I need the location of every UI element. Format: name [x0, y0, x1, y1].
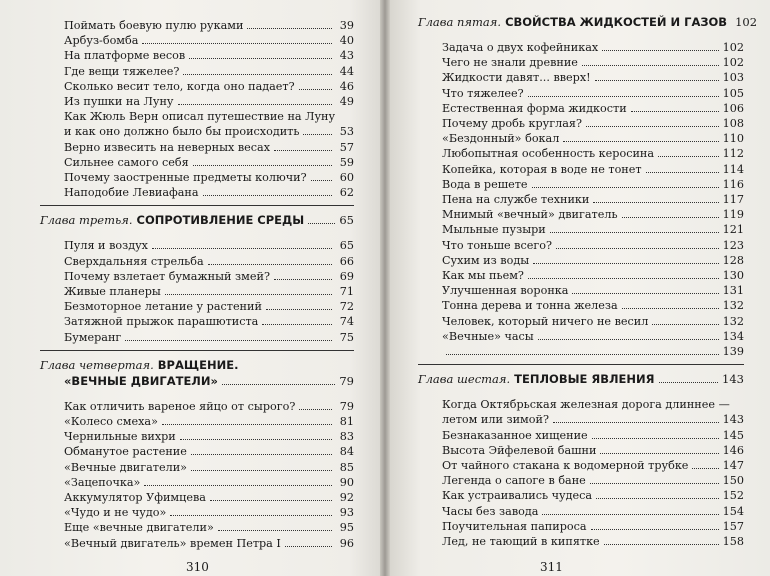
dot-leader — [658, 156, 719, 157]
toc-entry — [40, 269, 354, 284]
dot-leader — [189, 58, 332, 59]
dot-leader — [602, 50, 718, 51]
entry-title: «Вечные» часы — [442, 329, 534, 343]
entry-title: Как отличить вареное яйцо от сырого? — [64, 399, 296, 413]
chapter-page: 143 — [722, 372, 744, 387]
entry-title: Копейка, которая в воде не тонет — [442, 162, 642, 176]
entry-title: Часы без завода — [442, 504, 539, 518]
dot-leader — [152, 248, 332, 249]
toc-entry — [418, 283, 744, 298]
dot-leader — [582, 65, 719, 66]
entry-title: Из пушки на Луну — [64, 95, 174, 109]
entry-title: Как устраивались чудеса — [442, 489, 593, 503]
toc-entry — [40, 314, 354, 329]
entry-page: 145 — [722, 428, 744, 442]
dot-leader — [144, 485, 332, 486]
toc-entry — [40, 299, 354, 314]
entry-title: Арбуз-бомба — [64, 34, 139, 48]
entry-title: Когда Октябрьская железная дорога длиннее — — [442, 398, 730, 412]
entry-page: 150 — [722, 474, 744, 488]
entry-title: Любопытная особенность керосина — [442, 147, 655, 161]
entry-page: 81 — [339, 415, 354, 429]
dot-leader — [590, 483, 719, 484]
toc-entry — [418, 162, 744, 177]
toc-entry — [418, 222, 744, 237]
divider — [40, 205, 354, 206]
chapter-title: ВРАЩЕНИЕ. — [157, 357, 239, 372]
entry-page: 123 — [722, 238, 744, 252]
left-group-3 — [40, 399, 354, 551]
toc-entry — [40, 399, 354, 414]
entry-page: 72 — [339, 300, 354, 314]
toc-entry — [418, 534, 744, 549]
entry-page: 158 — [722, 535, 744, 549]
dot-leader — [210, 500, 332, 501]
toc-entry — [418, 253, 744, 268]
entry-page: 143 — [722, 413, 744, 427]
toc-entry — [40, 254, 354, 269]
entry-title: Задача о двух кофейниках — [442, 41, 599, 54]
chapter-3-heading — [40, 212, 354, 228]
dot-leader — [311, 180, 332, 181]
entry-title: Почему дробь круглая? — [442, 117, 582, 131]
toc-entry — [418, 70, 744, 85]
chapter-title: ТЕПЛОВЫЕ ЯВЛЕНИЯ — [514, 372, 655, 387]
entry-title: Легенда о сапоге в бане — [442, 474, 586, 488]
dot-leader — [180, 439, 332, 440]
entry-title: Человек, который ничего не весил — [442, 314, 649, 328]
toc-entry — [40, 33, 354, 48]
chapter-4-heading-line2 — [40, 373, 354, 389]
entry-page: 95 — [339, 521, 354, 535]
entry-title: Естественная форма жидкости — [442, 101, 627, 115]
right-group-1 — [418, 40, 744, 359]
dot-leader — [556, 248, 719, 249]
dot-leader — [631, 111, 719, 112]
toc-entry — [40, 170, 354, 185]
entry-page: 132 — [722, 314, 744, 328]
entry-page: 79 — [339, 399, 354, 413]
entry-title: «Зацепочка» — [64, 475, 141, 489]
entry-page: 43 — [339, 49, 354, 63]
toc-entry — [40, 460, 354, 475]
entry-title: Сверхдальняя стрельба — [64, 254, 204, 268]
entry-page: 114 — [722, 162, 744, 176]
entry-title: «Колесо смеха» — [64, 415, 158, 429]
toc-entry — [418, 412, 744, 427]
entry-page: 92 — [339, 491, 354, 505]
chapter-label: Глава пятая. — [418, 15, 502, 29]
entry-page: 74 — [339, 315, 354, 329]
entry-page: 90 — [339, 475, 354, 489]
toc-entry — [40, 490, 354, 505]
dot-leader — [586, 126, 719, 127]
dot-leader — [178, 104, 333, 105]
entry-page: 105 — [722, 86, 744, 100]
dot-leader — [183, 74, 332, 75]
entry-title: Сухим из воды — [442, 253, 530, 267]
dot-leader — [592, 438, 719, 439]
toc-entry — [40, 330, 354, 345]
toc-entry — [40, 94, 354, 109]
entry-title: Чего не знали древние — [442, 56, 578, 70]
left-group-2 — [40, 238, 354, 344]
entry-page: 146 — [722, 443, 744, 457]
entry-page: 157 — [722, 519, 744, 533]
chapter-5-heading — [418, 14, 758, 30]
chapter-page: 65 — [339, 213, 354, 228]
dot-leader — [542, 514, 718, 515]
book-gutter — [380, 0, 390, 576]
entry-page: 128 — [722, 253, 744, 267]
right-group-2 — [418, 397, 744, 549]
dot-leader — [646, 172, 719, 173]
dot-leader — [218, 530, 332, 531]
entry-page: 75 — [339, 330, 354, 344]
toc-entry — [40, 505, 354, 520]
entry-title: Как мы пьем? — [442, 269, 524, 283]
dot-leader — [652, 324, 718, 325]
entry-title: Затяжной прыжок парашютиста — [64, 315, 259, 329]
entry-title: летом или зимой? — [442, 413, 549, 427]
dot-leader — [299, 89, 332, 90]
entry-title: Что тяжелее? — [442, 86, 524, 100]
toc-entry — [418, 519, 744, 534]
chapter-title-line2: «ВЕЧНЫЕ ДВИГАТЕЛИ» — [64, 373, 218, 388]
entry-title: Бумеранг — [64, 330, 122, 344]
toc-entry — [40, 185, 354, 200]
chapter-label: Глава третья. — [40, 213, 133, 228]
entry-title: Живые планеры — [64, 285, 161, 299]
entry-title: Сколько весит тело, когда оно падает? — [64, 79, 295, 93]
entry-title: Жидкости давят... вверх! — [442, 71, 591, 85]
dot-leader — [528, 96, 719, 97]
toc-entry — [418, 298, 744, 313]
dot-leader — [303, 134, 332, 135]
entry-title: «Чудо и не чудо» — [64, 506, 167, 520]
toc-entry — [418, 504, 744, 519]
entry-page: 39 — [339, 19, 354, 32]
page-number: 310 — [186, 560, 209, 574]
entry-page: 46 — [339, 79, 354, 93]
toc-entry — [40, 155, 354, 170]
entry-title: Чернильные вихри — [64, 430, 176, 444]
entry-page: 132 — [722, 299, 744, 313]
entry-page: 134 — [722, 329, 744, 343]
entry-title: Почему заостренные предметы колючи? — [64, 171, 307, 185]
chapter-label: Глава четвертая. — [40, 357, 154, 372]
entry-title: Лед, не тающий в кипятке — [442, 535, 600, 549]
entry-page: 102 — [722, 56, 744, 70]
entry-title: «Вечные двигатели» — [64, 460, 188, 474]
entry-page: 117 — [722, 193, 744, 207]
chapter-label: Глава шестая. — [418, 372, 511, 387]
entry-page: 40 — [339, 34, 354, 48]
toc-entry — [418, 131, 744, 146]
toc-entry — [418, 268, 744, 283]
toc-entry — [418, 488, 744, 503]
toc-entry — [40, 48, 354, 63]
entry-page: 96 — [339, 536, 354, 550]
toc-entry — [40, 536, 354, 551]
entry-page: 85 — [339, 460, 354, 474]
toc-entry — [418, 192, 744, 207]
toc-entry — [418, 329, 744, 344]
toc-entry — [418, 443, 744, 458]
toc-entry — [40, 429, 354, 444]
dot-leader — [266, 309, 332, 310]
dot-leader — [191, 470, 332, 471]
entry-page: 152 — [722, 489, 744, 503]
dot-leader — [274, 279, 332, 280]
entry-title: Пена на службе техники — [442, 193, 590, 207]
entry-title: Улучшенная воронка — [442, 284, 569, 298]
entry-page: 69 — [339, 269, 354, 283]
entry-page: 62 — [339, 186, 354, 200]
entry-page: 131 — [722, 284, 744, 298]
dot-leader — [285, 546, 332, 547]
dot-leader — [532, 187, 719, 188]
entry-page: 53 — [339, 125, 354, 139]
toc-entry — [40, 18, 354, 33]
entry-page: 106 — [722, 101, 744, 115]
dot-leader — [191, 454, 332, 455]
dot-leader — [550, 232, 719, 233]
toc-entry — [418, 146, 744, 161]
dot-leader — [247, 28, 332, 29]
page-number: 311 — [540, 560, 563, 574]
dot-leader — [142, 43, 332, 44]
entry-page: 71 — [339, 285, 354, 299]
entry-title: Еще «вечные двигатели» — [64, 521, 214, 535]
entry-page: 121 — [722, 223, 744, 237]
entry-title: Поймать боевую пулю руками — [64, 19, 244, 32]
dot-leader — [604, 544, 719, 545]
entry-page: 60 — [339, 171, 354, 185]
dot-leader — [596, 498, 719, 499]
toc-entry — [418, 40, 744, 55]
entry-page: 154 — [722, 504, 744, 518]
chapter-title: СОПРОТИВЛЕНИЕ СРЕДЫ — [136, 213, 305, 228]
entry-title: «Вечный двигатель» времен Петра I — [64, 536, 281, 550]
entry-page: 103 — [722, 71, 744, 85]
entry-title: Верно извесить на неверных весах — [64, 140, 271, 154]
dot-leader — [528, 278, 719, 279]
entry-page: 139 — [722, 345, 744, 359]
entry-page: 93 — [339, 506, 354, 520]
toc-entry — [40, 444, 354, 459]
chapter-page: 79 — [339, 373, 354, 388]
dot-leader — [595, 80, 719, 81]
entry-title: Безнаказанное хищение — [442, 428, 588, 442]
entry-page: 102 — [722, 41, 744, 54]
entry-page: 130 — [722, 269, 744, 283]
toc-entry — [418, 458, 744, 473]
dot-leader — [563, 141, 718, 142]
chapter-page: 102 — [735, 15, 758, 29]
entry-page: 83 — [339, 430, 354, 444]
entry-page: 44 — [339, 64, 354, 78]
entry-page: 110 — [722, 132, 744, 146]
toc-entry — [418, 314, 744, 329]
toc-entry — [418, 55, 744, 70]
entry-title: Тонна дерева и тонна железа — [442, 299, 618, 313]
toc-entry — [40, 124, 354, 139]
entry-page: 112 — [722, 147, 744, 161]
dot-leader — [274, 150, 332, 151]
toc-entry — [40, 475, 354, 490]
entry-title: Почему взлетает бумажный змей? — [64, 269, 270, 283]
toc-entry — [40, 140, 354, 155]
left-page — [0, 0, 380, 576]
toc-entry — [418, 177, 744, 192]
divider — [40, 350, 354, 351]
toc-entry — [40, 79, 354, 94]
toc-entry — [418, 473, 744, 488]
dot-leader — [622, 217, 719, 218]
entry-title: Пуля и воздух — [64, 239, 148, 253]
entry-title: Сильнее самого себя — [64, 155, 189, 169]
entry-page: 49 — [339, 95, 354, 109]
entry-title: Поучительная папироса — [442, 519, 587, 533]
toc-entry — [418, 207, 744, 222]
entry-title: Высота Эйфелевой башни — [442, 443, 597, 457]
dot-leader — [600, 453, 718, 454]
toc-entry — [418, 397, 744, 412]
right-page — [390, 0, 770, 576]
toc-entry — [40, 414, 354, 429]
dot-leader — [203, 195, 332, 196]
chapter-6-heading — [418, 371, 744, 387]
entry-title: Как Жюль Верн описал путешествие на Луну — [64, 110, 336, 124]
entry-title: Что тоньше всего? — [442, 238, 552, 252]
left-group-1 — [40, 18, 354, 200]
entry-page: 66 — [339, 254, 354, 268]
entry-title: Обманутое растение — [64, 445, 187, 459]
dot-leader — [553, 422, 719, 423]
entry-page: 59 — [339, 155, 354, 169]
dot-leader — [262, 324, 332, 325]
entry-title: Мнимый «вечный» двигатель — [442, 208, 618, 222]
entry-title: Где вещи тяжелее? — [64, 64, 180, 78]
chapter-4-heading — [40, 357, 354, 373]
dot-leader — [533, 263, 719, 264]
dot-leader — [125, 340, 332, 341]
dot-leader — [538, 339, 719, 340]
dot-leader — [593, 202, 718, 203]
dot-leader — [170, 515, 332, 516]
toc-entry — [418, 344, 744, 359]
toc-entry — [40, 238, 354, 253]
dot-leader — [165, 294, 332, 295]
entry-title: и как оно должно было бы происходить — [64, 125, 300, 139]
entry-title: «Бездонный» бокал — [442, 132, 560, 146]
dot-leader — [692, 468, 718, 469]
entry-page: 147 — [722, 459, 744, 473]
dot-leader — [591, 529, 719, 530]
dot-leader — [162, 424, 332, 425]
toc-entry — [418, 101, 744, 116]
entry-page: 84 — [339, 445, 354, 459]
toc-entry — [40, 64, 354, 79]
dot-leader — [446, 354, 719, 355]
entry-title: Наподобие Левиафана — [64, 186, 199, 200]
chapter-title: СВОЙСТВА ЖИДКОСТЕЙ И ГАЗОВ — [505, 15, 728, 29]
toc-entry — [40, 520, 354, 535]
entry-page: 57 — [339, 140, 354, 154]
entry-title: На платформе весов — [64, 49, 186, 63]
entry-title: Безмоторное летание у растений — [64, 300, 262, 314]
toc-entry — [40, 284, 354, 299]
entry-page: 65 — [339, 239, 354, 253]
toc-entry — [418, 428, 744, 443]
dot-leader — [299, 409, 332, 410]
dot-leader — [572, 293, 718, 294]
entry-page: 108 — [722, 117, 744, 131]
dot-leader — [193, 165, 332, 166]
toc-entry — [418, 116, 744, 131]
entry-title: От чайного стакана к водомерной трубке — [442, 459, 689, 473]
divider — [418, 364, 744, 365]
toc-entry — [40, 109, 354, 124]
dot-leader — [208, 264, 332, 265]
entry-title: Вода в решете — [442, 177, 528, 191]
toc-entry — [418, 238, 744, 253]
entry-page: 119 — [722, 208, 744, 222]
dot-leader — [622, 308, 719, 309]
entry-page: 116 — [722, 177, 744, 191]
entry-title: Аккумулятор Уфимцева — [64, 491, 206, 505]
toc-entry — [418, 86, 744, 101]
entry-title: Мыльные пузыри — [442, 223, 546, 237]
